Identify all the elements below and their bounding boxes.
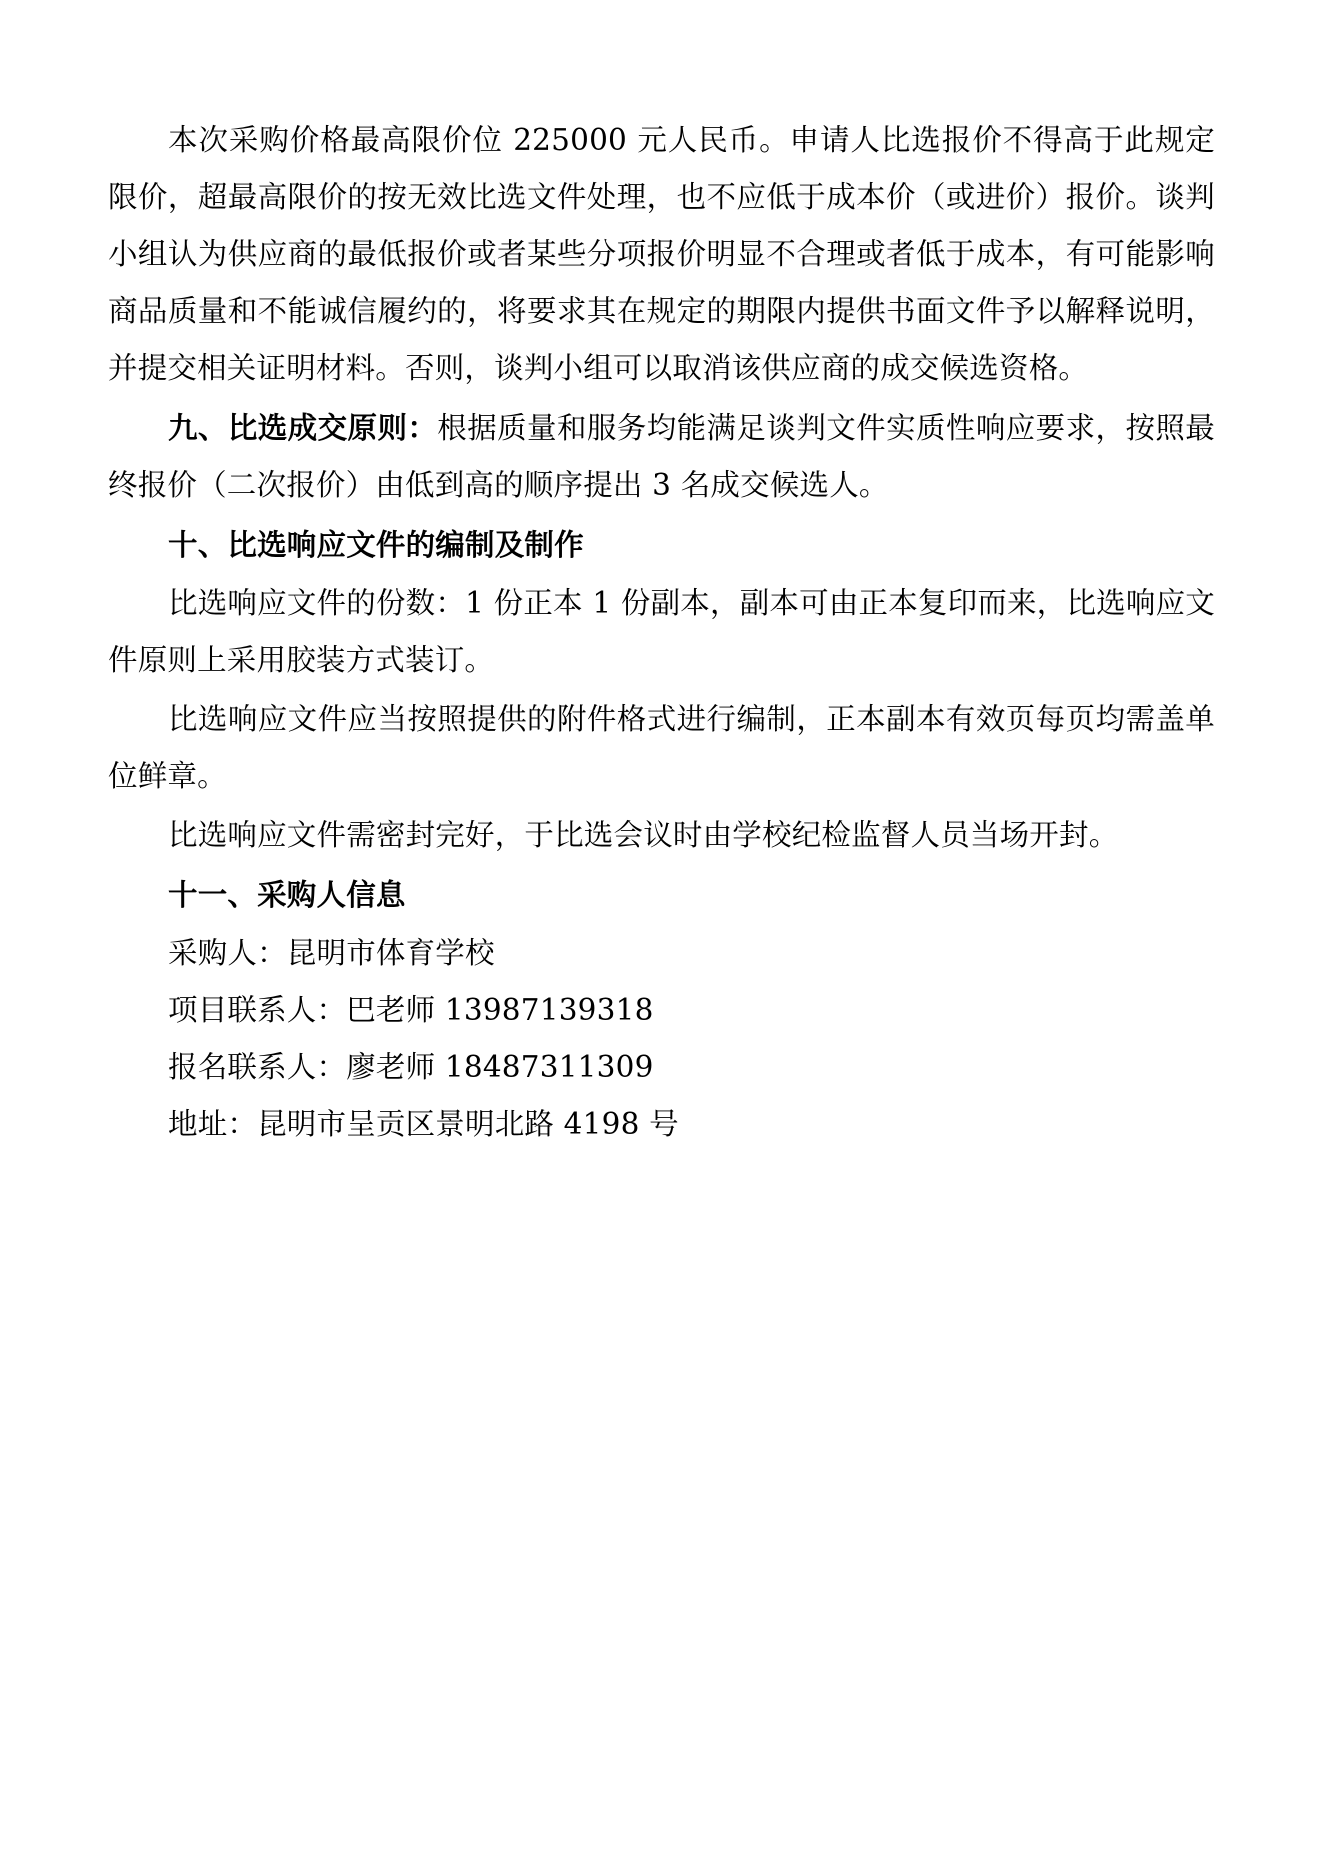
project-contact-line: 项目联系人：巴老师 13987139318 [168,993,654,1027]
section-nine [108,399,1215,514]
document-body [108,112,1215,1153]
section-nine-text: 根据质量和服务均能满足谈判文件实质性响应要求，按照最终报价（二次报价）由低到高的顺序提出 3 名成交候选人。 [108,411,1215,502]
section-nine-heading: 九、比选成交原则： [168,410,438,445]
registration-contact-line: 报名联系人：廖老师 18487311309 [168,1050,654,1084]
paragraph-price-cap: 本次采购价格最高限价位 225000 元人民币。申请人比选报价不得高于此规定限价，超最高限价的按无效比选文件处理，也不应低于成本价（或进价）报价。谈判小组认为供应商的最低报价或者某些分项报价明显不合理或者低于成本，有可能影响商品质量和不能诚信履约的，将要求其在规定的期限内提供书面文件予以解释说明，并提交相关证明材料。否则，谈判小组可以取消该供应商的成交候选资格。 [108,123,1215,385]
section-ten-paragraph-3: 比选响应文件需密封完好，于比选会议时由学校纪检监督人员当场开封。 [168,818,1119,852]
purchaser-name-line: 采购人：昆明市体育学校 [168,936,495,970]
section-ten-heading: 十、比选响应文件的编制及制作 [168,527,584,562]
address-line: 地址：昆明市呈贡区景明北路 4198 号 [168,1107,679,1141]
section-ten-paragraph-1: 比选响应文件的份数：1 份正本 1 份副本，副本可由正本复印而来，比选响应文件原则上采用胶装方式装订。 [108,586,1215,677]
section-ten-paragraph-2: 比选响应文件应当按照提供的附件格式进行编制，正本副本有效页每页均需盖单位鲜章。 [108,702,1215,793]
section-eleven-heading: 十一、采购人信息 [168,877,406,912]
